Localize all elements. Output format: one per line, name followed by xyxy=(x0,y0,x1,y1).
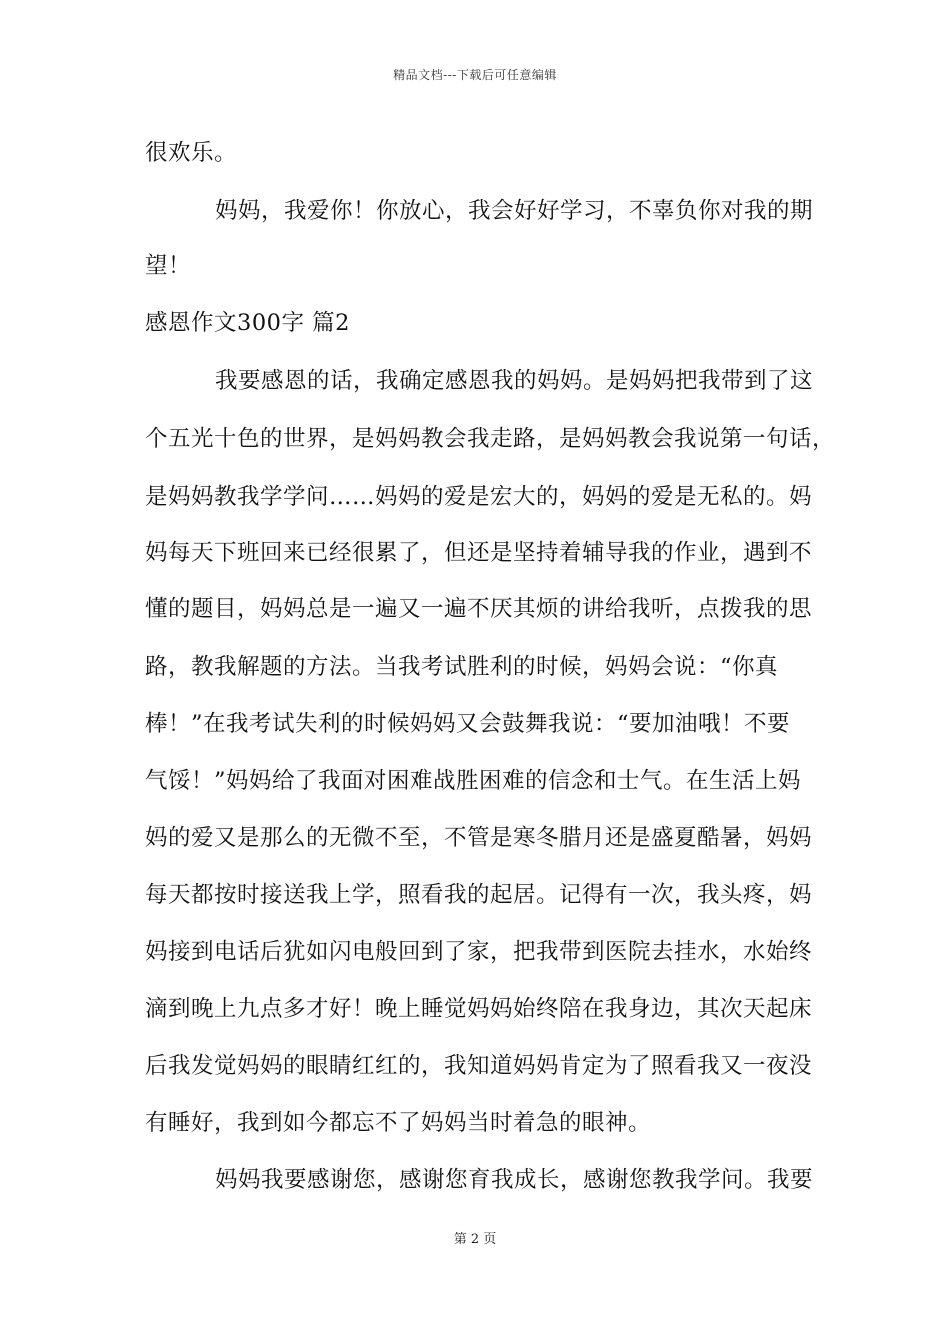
body-line: 是妈妈教我学学问……妈妈的爱是宏大的，妈妈的爱是无私的。妈 xyxy=(145,484,813,510)
body-line: 妈妈，我爱你！你放心，我会好好学习，不辜负你对我的期 xyxy=(215,198,814,224)
body-line: 很欢乐。 xyxy=(145,140,238,166)
body-line: 气馁！”妈妈给了我面对困难战胜困难的信念和士气。在生活上妈 xyxy=(145,768,802,794)
page-number: 第 2 页 xyxy=(453,1232,497,1247)
body-line: 懂的题目，妈妈总是一遍又一遍不厌其烦的讲给我听，点拨我的思 xyxy=(145,596,813,622)
body-line: 路，教我解题的方法。当我考试胜利的时候，妈妈会说：“你真 xyxy=(145,654,779,680)
body-line: 滴到晚上九点多才好！晚上睡觉妈妈始终陪在我身边，其次天起床 xyxy=(145,996,813,1022)
body-line: 后我发觉妈妈的眼睛红红的，我知道妈妈肯定为了照看我又一夜没 xyxy=(145,1053,813,1079)
body-line: 妈妈我要感谢您，感谢您育我成长，感谢您教我学问。我要 xyxy=(215,1167,814,1193)
body-line: 妈每天下班回来已经很累了，但还是坚持着辅导我的作业，遇到不 xyxy=(145,540,813,566)
body-line: 望！ xyxy=(145,253,192,279)
page-header: 精品文档---下载后可任意编辑 xyxy=(393,68,557,82)
body-line: 每天都按时接送我上学，照看我的起居。记得有一次，我头疼，妈 xyxy=(145,882,813,908)
section-title: 感恩作文300字 篇2 xyxy=(145,310,350,336)
body-line: 有睡好，我到如今都忘不了妈妈当时着急的眼神。 xyxy=(145,1110,652,1136)
body-line: 妈接到电话后犹如闪电般回到了家，把我带到医院去挂水，水始终 xyxy=(145,939,813,965)
body-line: 棒！”在我考试失利的时候妈妈又会鼓舞我说：“要加油哦！不要 xyxy=(145,711,791,737)
body-line: 我要感恩的话，我确定感恩我的妈妈。是妈妈把我带到了这 xyxy=(215,368,814,394)
body-line: 个五光十色的世界，是妈妈教会我走路，是妈妈教会我说第一句话， xyxy=(145,426,836,452)
body-line: 妈的爱又是那么的无微不至，不管是寒冬腊月还是盛夏酷暑，妈妈 xyxy=(145,825,813,851)
